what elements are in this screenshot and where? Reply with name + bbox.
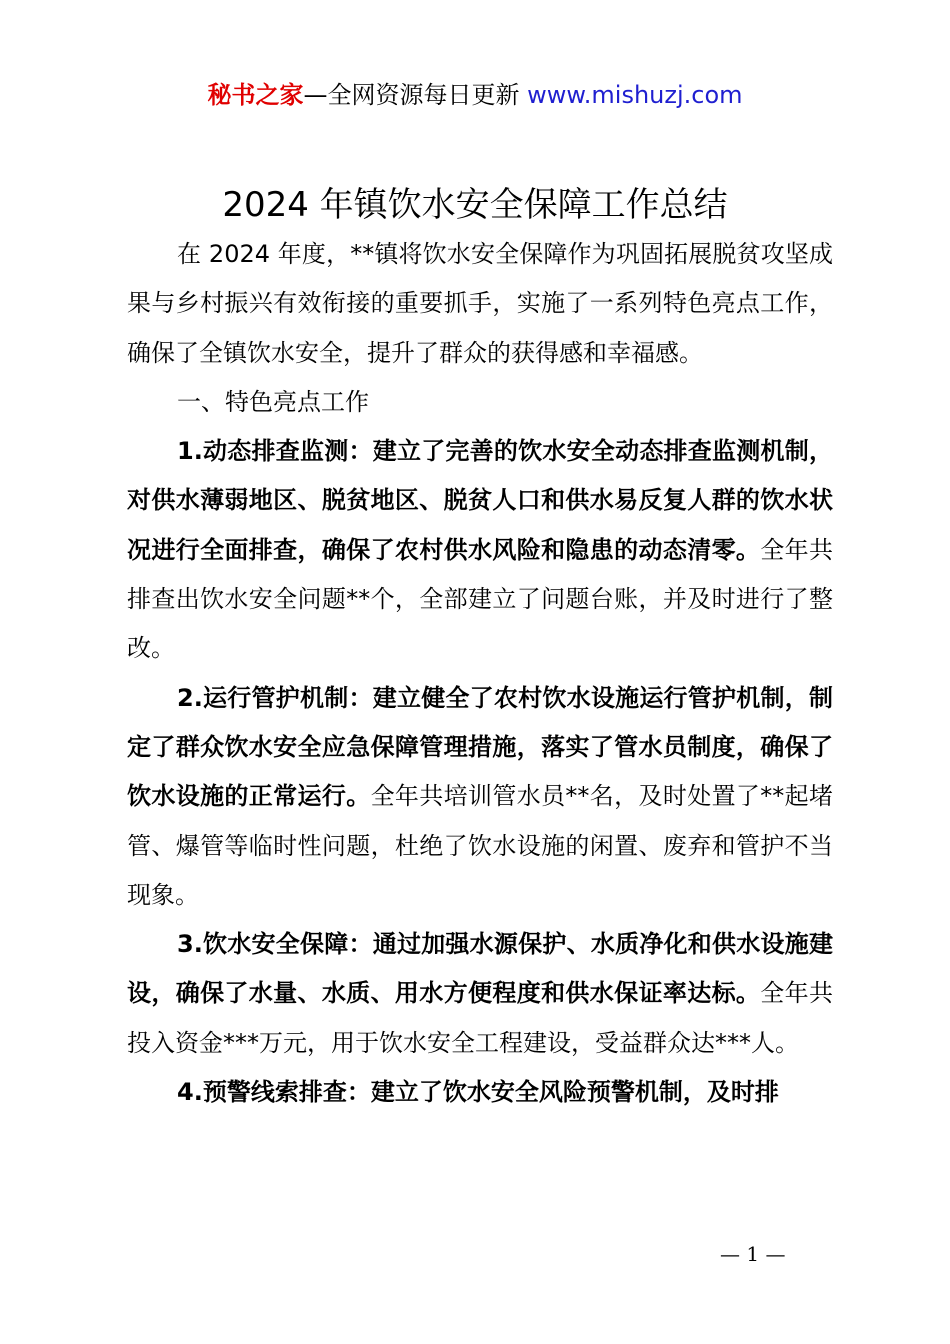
item-paragraph bbox=[127, 1068, 833, 1117]
item-lead: 2.运行管护机制：建立健全了农村饮水设施运行管护机制，制定了群众饮水安全应急保障管理措施，落实了管水员制度，确保了饮水设施的正常运行。 bbox=[127, 683, 833, 811]
item-paragraph bbox=[127, 674, 833, 920]
item-lead: 3.饮水安全保障：通过加强水源保护、水质净化和供水设施建设，确保了水量、水质、用水方便程度和供水保证率达标。 bbox=[127, 930, 833, 1008]
section-heading: 一、特色亮点工作 bbox=[177, 387, 369, 416]
item-lead: 1.动态排查监测：建立了完善的饮水安全动态排查监测机制，对供水薄弱地区、脱贫地区、脱贫人口和供水易反复人群的饮水状况进行全面排查，确保了农村供水风险和隐患的动态清零。 bbox=[127, 437, 833, 564]
item-paragraph bbox=[127, 920, 833, 1068]
document-body bbox=[127, 230, 833, 1117]
document-title: 2024 年镇饮水安全保障工作总结 bbox=[222, 185, 728, 225]
item-text: 全年共排查出饮水安全问题**个，全部建立了问题台账，并及时进行了整改。 bbox=[127, 535, 834, 663]
item-lead: 4.预警线索排查：建立了饮水安全风险预警机制，及时排 bbox=[177, 1078, 779, 1107]
page-number: — 1 — bbox=[720, 1242, 786, 1266]
site-header bbox=[0, 78, 950, 112]
item-text: 全年共投入资金***万元，用于饮水安全工程建设，受益群众达***人。 bbox=[127, 979, 834, 1057]
item-text: 全年共培训管水员**名，及时处置了**起堵管、爆管等临时性问题，杜绝了饮水设施的闲置、废弃和管护不当现象。 bbox=[127, 782, 834, 909]
brand-name: 秘书之家 bbox=[207, 81, 304, 109]
item-paragraph bbox=[127, 427, 833, 673]
intro-paragraph: 在 2024 年度，**镇将饮水安全保障作为巩固拓展脱贫攻坚成果与乡村振兴有效衔接的重要抓手，实施了一系列特色亮点工作，确保了全镇饮水安全，提升了群众的获得感和幸福感。 bbox=[127, 240, 833, 367]
site-url[interactable]: www.mishuzj.com bbox=[527, 81, 743, 109]
tagline: —全网资源每日更新 bbox=[303, 81, 528, 109]
